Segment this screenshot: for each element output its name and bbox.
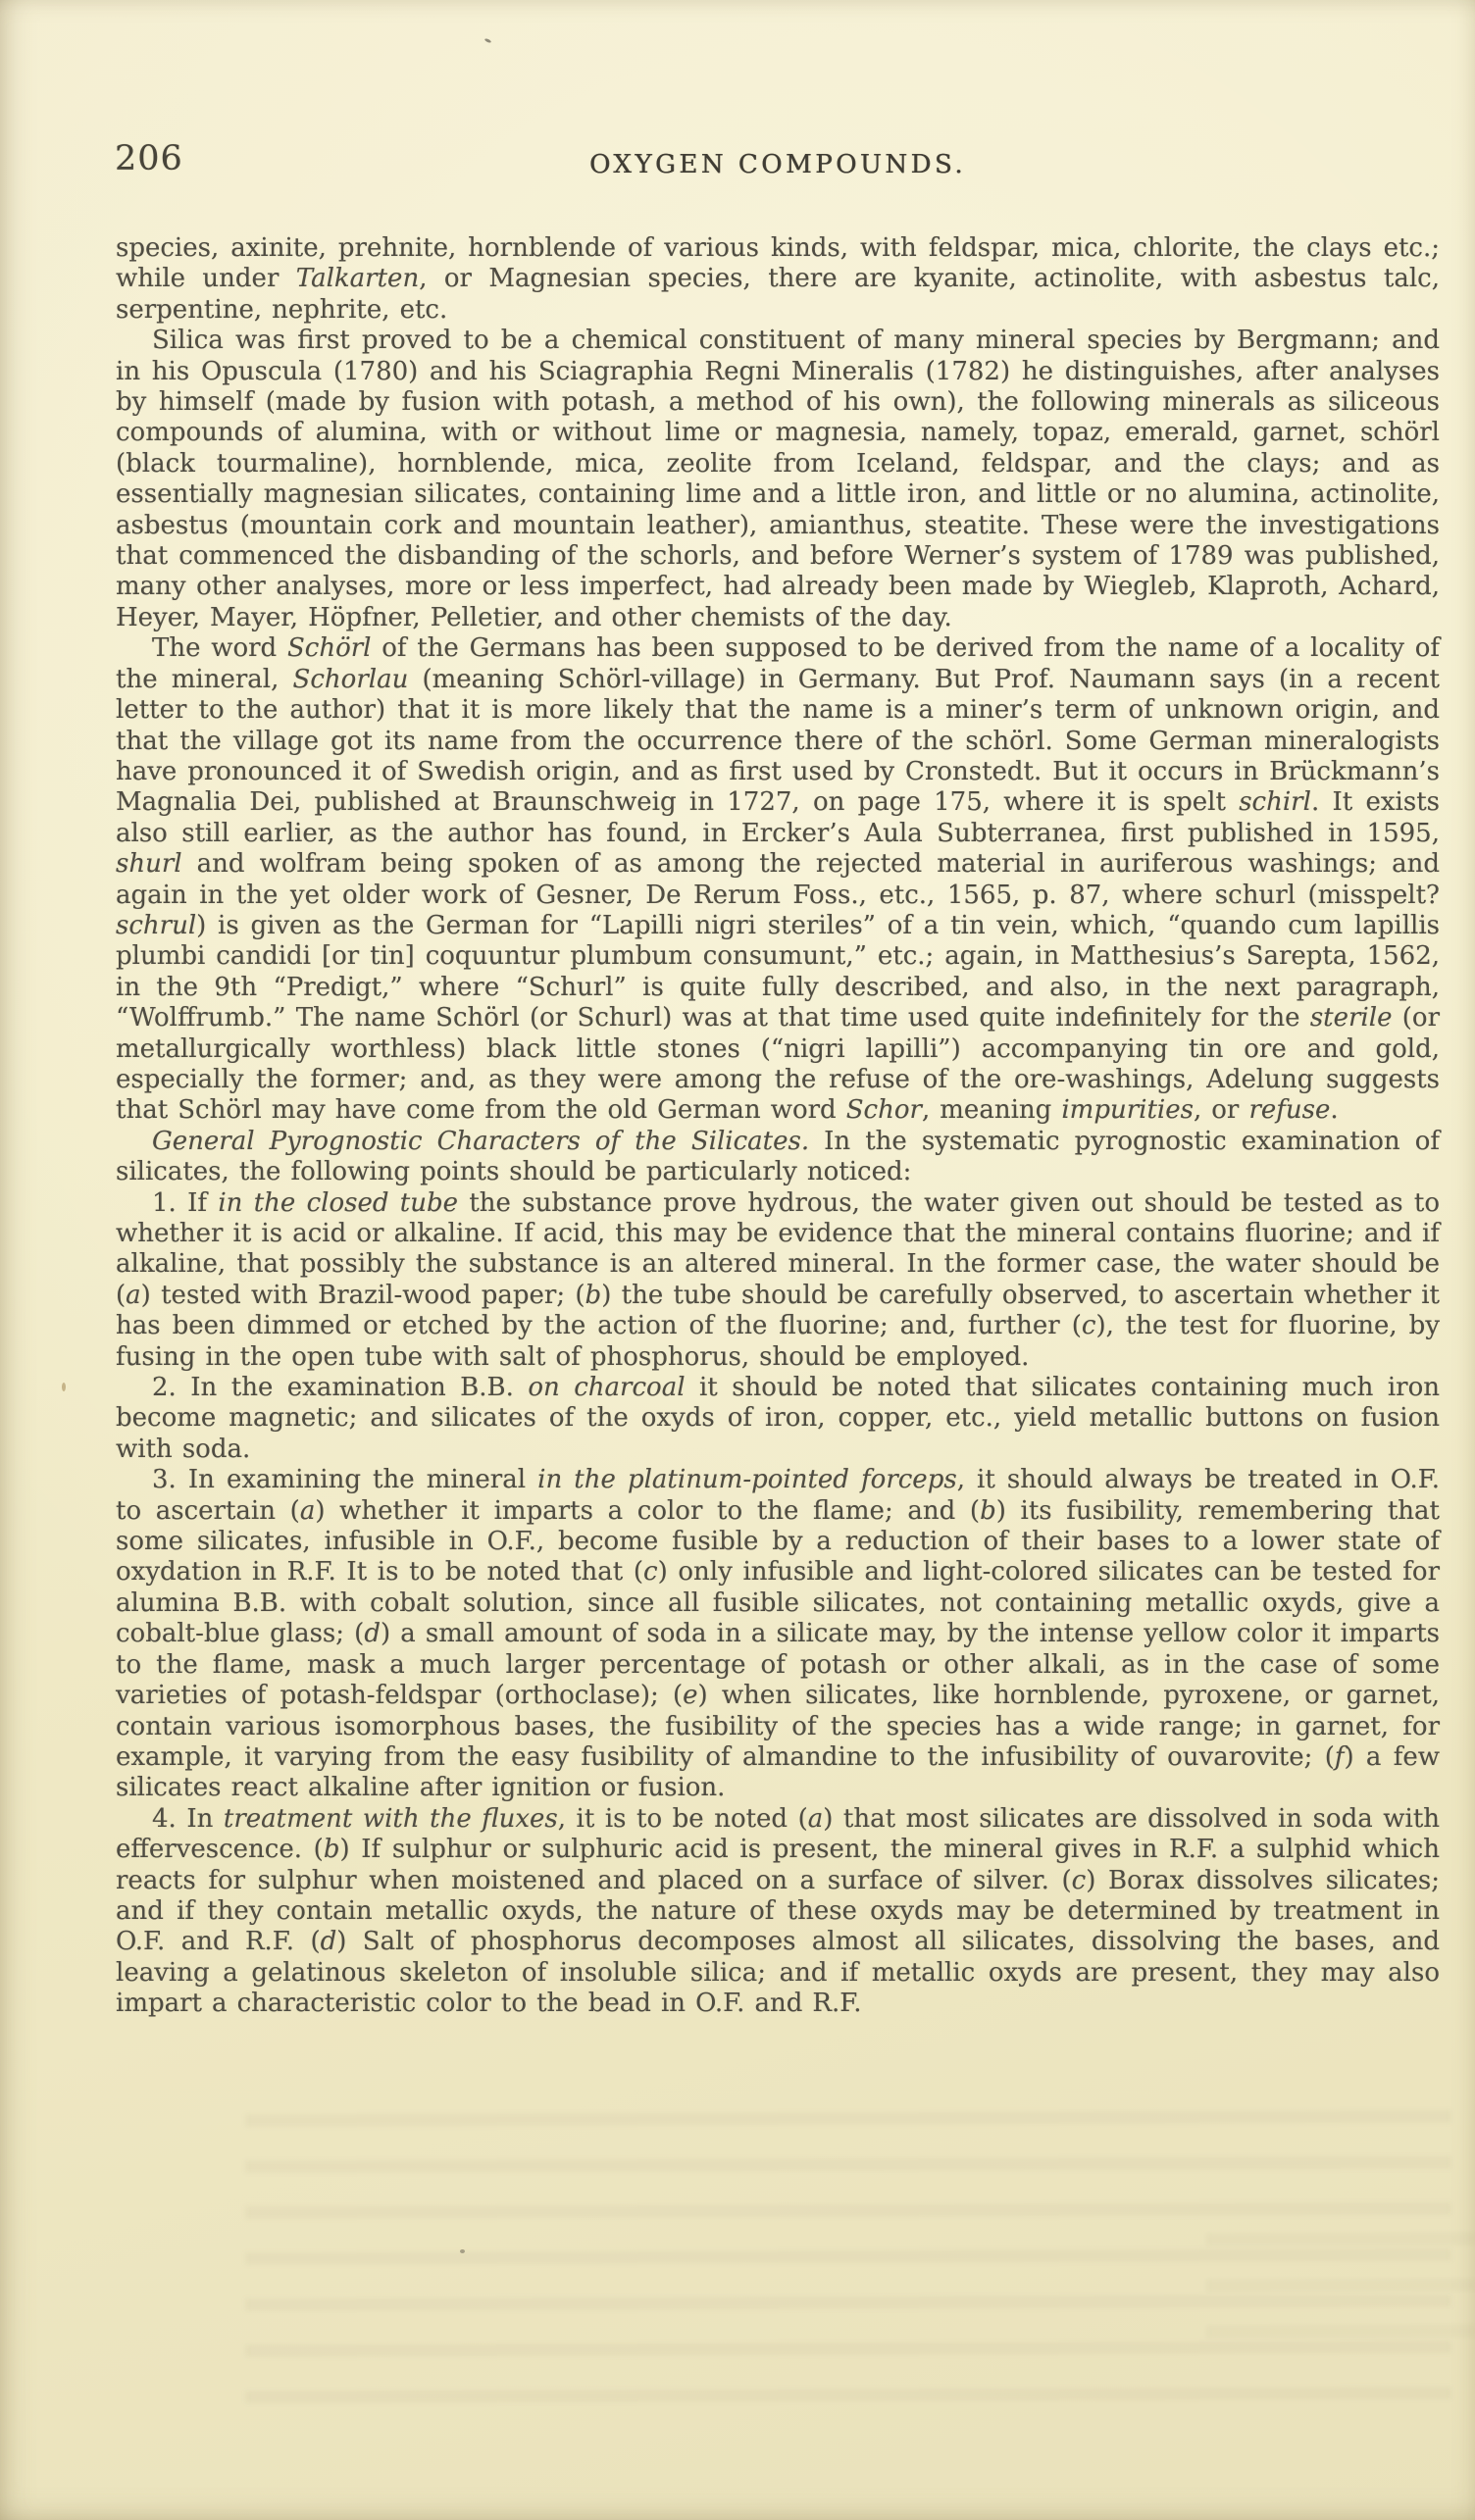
text-run: ) that most silicates are dissolved in soda with effervescence. ( (116, 1803, 1441, 1865)
text-run: ) whether it imparts a color to the flame; and ( (315, 1495, 981, 1526)
italic-text-run: Schorlau (292, 664, 409, 694)
italic-text-run: d (320, 1927, 337, 1957)
italic-text-run: a (299, 1495, 316, 1526)
italic-text-run: Schörl (286, 633, 372, 664)
ink-speck (460, 2249, 465, 2253)
italic-text-run: c (1071, 1865, 1087, 1895)
ink-bleedthrough-texture (1206, 2226, 1475, 2354)
text-run: the substance prove hydrous, the water given out should be tested as to whether it is acid or alkaline. If acid, this may be evidence that the mineral contains fluorine; and if alkaline, that possibly the substance is an altered mineral. In the former case, the water should be ( (116, 1187, 1440, 1310)
italic-text-run: General Pyrognostic Characters of the Silicates. (152, 1126, 810, 1156)
text-run: , or (1193, 1095, 1249, 1126)
ink-bleedthrough-texture (245, 2092, 1451, 2419)
text-run: . It exists also still earlier, as the author has found, in Ercker’s Aula Subterranea, first published in 1595, (116, 787, 1440, 848)
italic-text-run: a (126, 1280, 141, 1310)
text-run: , or Magnesian species, there are kyanite, actinolite, with asbestus talc, serpentine, nephrite, etc. (116, 264, 1440, 325)
text-run: In the systematic pyrognostic examination of silicates, the following points should be particularly noticed: (116, 1126, 1441, 1187)
text-run: ) a small amount of soda in a silicate may, by the intense yellow color it imparts to the flame, mask a much larger percentage of potash or other alkali, as in the case of some varieties of potash-feldspar (orthoclase); ( (116, 1619, 1440, 1711)
italic-text-run: shurl (116, 849, 182, 880)
text-run: ) when silicates, like hornblende, pyroxene, or garnet, contain various isomorphous bases, the fusibility of the species has a wide range; in garnet, for example, it varying from the easy fusibility of almandine to the infusibility of ouvarovite; ( (116, 1681, 1440, 1772)
text-run: ) Salt of phosphorus decomposes almost all silicates, dissolving the bases, and leaving a gelatinous skeleton of insoluble silica; and if metallic oxyds are present, they may also impart a characteristic color to the bead in O.F. and R.F. (116, 1927, 1441, 2019)
text-run: ) tested with Brazil-wood paper; ( (140, 1280, 585, 1310)
italic-text-run: on charcoal (528, 1373, 686, 1403)
italic-text-run: impurities (1061, 1095, 1194, 1126)
text-run: , meaning (921, 1095, 1062, 1126)
text-run: species, axinite, prehnite, hornblende of various kinds, with feldspar, mica, chlorite, the clays etc.; while under (116, 233, 1440, 294)
italic-text-run: in the closed tube (218, 1187, 459, 1218)
paragraph (116, 1465, 1440, 1803)
running-header: OXYGEN COMPOUNDS. (588, 150, 967, 179)
text-run: ) its fusibility, remembering that some silicates, infusible in O.F., become fusible by a reduction of their bases to a lower state of oxydation in R.F. It is to be noted that ( (116, 1495, 1440, 1588)
text-run: ) a few silicates react alkaline after ignition or fusion. (116, 1741, 1441, 1803)
text-run: (meaning Schörl-village) in Germany. But Prof. Naumann says (in a recent letter to the author) that it is more likely that the name is a miner’s term of unknown origin, and that the village got its name from the occurrence there of the schörl. Some German mineralogists have pronounced it of Swedish origin, and as first used by Cronstedt. But it occurs in Brückmann’s Magnalia Dei, published at Braunschweig in 1727, on page 175, where it is spelt (116, 664, 1440, 818)
text-run: 2. In the examination B.B. (152, 1373, 529, 1403)
italic-text-run: sterile (1309, 1003, 1393, 1033)
paragraph (116, 233, 1440, 326)
text-run: 4. In (152, 1803, 224, 1834)
italic-text-run: d (364, 1619, 381, 1649)
paragraph (116, 1373, 1440, 1465)
text-run: ), the test for fluorine, by fusing in the open tube with salt of phosphorus, should be employed. (116, 1311, 1441, 1372)
page-number: 206 (115, 139, 183, 178)
italic-text-run: a (807, 1803, 824, 1834)
text-run: ) the tube should be carefully observed, to ascertain whether it has been dimmed or etched by the action of the fluorine; and, further ( (116, 1280, 1440, 1341)
paragraph (116, 326, 1440, 633)
text-run: Silica was first proved to be a chemical constituent of many mineral species by Bergmann; and in his Opuscula (1780) and his Sciagraphia Regni Mineralis (1782) he distinguishes, after analyses by himself (made by fusion with potash, a method of his own), the following minerals as siliceous compounds of alumina, with or without lime or magnesia, namely, topaz, emerald, garnet, schörl (black tourmaline), hornblende, mica, zeolite from Iceland, feldspar, and the clays; and as essentially magnesian silicates, containing lime and a little iron, and little or no alumina, actinolite, asbestus (mountain cork and mountain leather), amianthus, steatite. These were the investigations that commenced the disbanding of the schorls, and before Werner’s system of 1789 was published, many other analyses, more or less imperfect, had already been made by Wiegleb, Klaproth, Achard, Heyer, Mayer, Höpfner, Pelletier, and other chemists of the day. (116, 326, 1440, 632)
italic-text-run: Talkarten (295, 264, 420, 294)
text-run: ) If sulphur or sulphuric acid is present, the mineral gives in R.F. a sulphid which reacts for sulphur when moistened and placed on a surface of silver. ( (116, 1835, 1440, 1895)
italic-text-run: c (1081, 1311, 1096, 1341)
text-run: 3. In examining the mineral (152, 1465, 538, 1495)
text-run: 1. If (152, 1187, 219, 1218)
paragraph (116, 1804, 1440, 2020)
italic-text-run: b (323, 1835, 340, 1865)
italic-text-run: in the platinum-pointed forceps (537, 1465, 957, 1495)
text-run: ) Borax dissolves silicates; and if they contain metallic oxyds, the nature of these oxyds may be determined by treatment in O.F. and R.F. ( (116, 1865, 1441, 1957)
text-run: ) is given as the German for “Lapilli nigri steriles” of a tin vein, which, “quando cum lapillis plumbi candidi [or tin] coquuntur plumbum consumunt,” etc.; again, in Matthesius’s Sarepta, 1562, in the 9th “Predigt,” where “Schurl” is quite fully described, and also, in the next paragraph, “Wolffrumb.” The name Schörl (or Schurl) was at that time used quite indefinitely for the (116, 910, 1440, 1033)
page-body-text (116, 233, 1440, 2020)
paragraph (116, 1188, 1440, 1373)
italic-text-run: schirl (1239, 787, 1311, 818)
text-run: ) only infusible and light-colored silicates can be tested for alumina B.B. with cobalt solution, since all fusible silicates, not containing metallic oxyds, give a cobalt-blue glass; ( (116, 1557, 1440, 1649)
italic-text-run: b (980, 1495, 996, 1526)
italic-text-run: schrul (116, 910, 197, 940)
text-run: . (1330, 1095, 1339, 1126)
italic-text-run: e (683, 1681, 698, 1711)
italic-text-run: b (585, 1280, 602, 1310)
italic-text-run: refuse (1248, 1095, 1331, 1126)
italic-text-run: f (1334, 1741, 1345, 1772)
ink-speck (484, 38, 492, 44)
ink-speck (62, 1383, 66, 1391)
italic-text-run: treatment with the fluxes (223, 1803, 558, 1834)
text-run: and wolfram being spoken of as among the rejected material in auriferous washings; and again in the yet older work of Gesner, De Rerum Foss., etc., 1565, p. 87, where schurl (misspelt? (116, 849, 1440, 910)
text-run: (or metallurgically worthless) black little stones (“nigri lapilli”) accompanying tin ore and gold, especially the former; and, as they were among the refuse of the ore-washings, Adelung suggests that Schörl may have come from the old German word (116, 1003, 1441, 1126)
text-run: The word (152, 633, 287, 664)
italic-text-run: Schor (845, 1095, 922, 1126)
text-run: , it should always be treated in O.F. to ascertain ( (116, 1465, 1441, 1526)
paragraph (116, 633, 1440, 1127)
italic-text-run: c (643, 1557, 658, 1588)
text-run: of the Germans has been supposed to be derived from the name of a locality of the mineral, (116, 633, 1440, 694)
text-run: , it is to be noted ( (557, 1803, 808, 1834)
text-run: it should be noted that silicates containing much iron become magnetic; and silicates of the oxyds of iron, copper, etc., yield metallic buttons on fusion with soda. (116, 1373, 1440, 1464)
paragraph (116, 1127, 1440, 1188)
